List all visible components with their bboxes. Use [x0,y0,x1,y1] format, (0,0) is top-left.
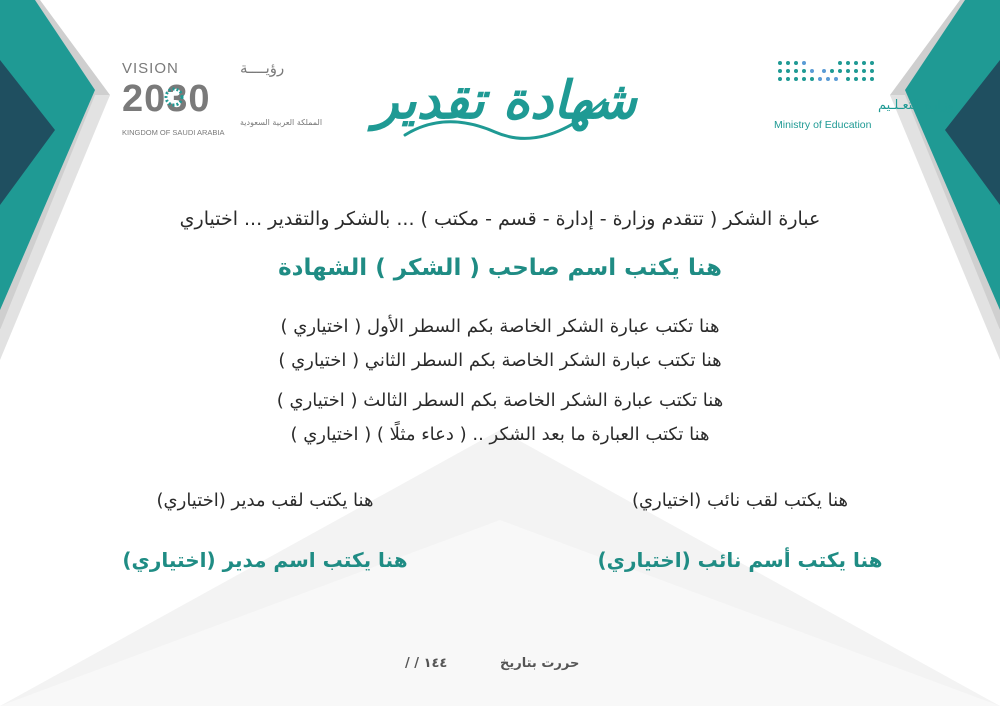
intro-line: عبارة الشكر ( تتقدم وزارة - إدارة - قسم - مكتب ) ... بالشكر والتقدير ... اختياري [179,208,821,230]
ministry-dots-icon [770,55,954,140]
date-label: حررت بتاريخ [500,656,580,671]
ministry-of-education-logo [770,55,954,140]
vision-country-en-text: KINGDOM OF SAUDI ARABIA [122,128,225,137]
vision-country-ar-text: المملكة العربية السعودية [240,118,323,127]
director-title: هنا يكتب لقب مدير (اختياري) [156,490,374,511]
thanks-line-1: هنا تكتب عبارة الشكر الخاصة بكم السطر الأول ( اختياري ) [280,316,720,337]
vision-year-text: 2030 [122,78,211,120]
heading-text: شهادة تقدير [373,70,637,131]
deputy-name: هنا يكتب أسم نائب (اختياري) [597,548,883,572]
date-value: / / ١٤٤ [405,656,448,671]
recipient-name: هنا يكتب اسم صاحب ( الشكر ) الشهادة [278,255,722,281]
thanks-line-3: هنا تكتب عبارة الشكر الخاصة بكم السطر الثالث ( اختياري ) [276,390,724,411]
certificate-heading-art [373,40,637,155]
director-name: هنا يكتب اسم مدير (اختياري) [122,548,408,572]
thanks-line-4: هنا تكتب العبارة ما بعد الشكر .. ( دعاء مثلًا ) ( اختياري ) [290,424,710,445]
ministry-en-text: Ministry of Education [774,119,872,131]
calligraphy-heading [373,40,637,155]
vision-2030-mark [118,55,323,140]
vision-ar-text: رؤيــــة [240,59,285,77]
thanks-line-2: هنا تكتب عبارة الشكر الخاصة بكم السطر الثاني ( اختياري ) [278,350,722,371]
vision-2030-logo [118,55,323,140]
ministry-ar-text: وزارة التعـلـيم [878,98,954,113]
vision-en-text: VISION [122,60,179,77]
deputy-title: هنا يكتب لقب نائب (اختياري) [631,490,849,511]
